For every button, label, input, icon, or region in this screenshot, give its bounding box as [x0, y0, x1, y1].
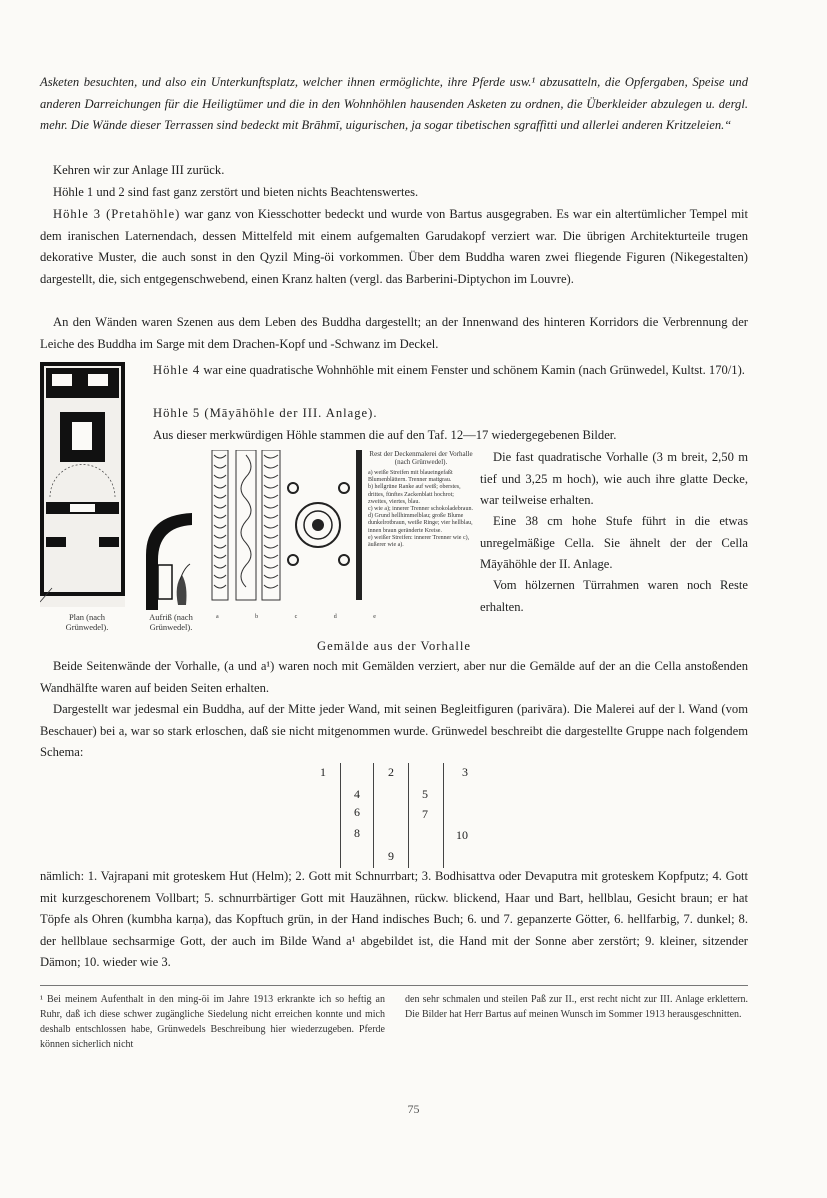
schema-diagram — [306, 763, 506, 868]
legend-a: a) weiße Streifen mit blaueingefaßt Blumenblättern. Trenner mattgrau. — [368, 470, 453, 484]
page-number: 75 — [407, 1102, 420, 1116]
schema-8: 8 — [354, 826, 360, 840]
paragraph-dargestellt: Dargestellt war jedesmal ein Buddha, auf der Mitte jeder Wand, mit seinen Begleitfiguren (parivāra). Die Malerei auf der l. Wand (vom Beschauer) bei a, war so stark erloschen, daß sie nicht mitgenommen wurde. Grünwedel beschreibt die dargestellte Gruppe nach folgendem Schema: — [40, 702, 748, 759]
paragraph-hoehle-3 — [40, 204, 748, 290]
letter-c: c — [294, 614, 298, 620]
schema-3: 3 — [462, 765, 468, 779]
paragraph-tuerrahmen: Vom hölzernen Türrahmen waren noch Reste erhalten. — [480, 578, 748, 614]
letter-d: d — [333, 614, 337, 620]
schema-5: 5 — [422, 787, 428, 801]
footnote-divider — [40, 985, 748, 986]
letter-a: a — [216, 614, 219, 620]
hoehle-5-heading: Höhle 5 (Māyāhöhle der III. Anlage). — [153, 406, 378, 420]
intro-paragraph: Asketen besuchten, und also ein Unterkunftsplatz, welcher ihnen ermöglichte, ihre Pferde usw.¹ abzusatteln, die Opfergaben, Speise und anderen Darreichungen für die Heiligtümer und die in den Wohnhöhlen hausenden Asketen zu ordnen, die Überkleider abzulegen u. dergl. mehr. Die Wände dieser Terrassen sind bedeckt mit Brāhmī, uigurischen, ja sogar tibetischen sgraffitti und allerlei anderen Kritzeleien.“ — [40, 75, 748, 132]
letter-e: e — [373, 614, 376, 620]
schema-2: 2 — [388, 765, 394, 779]
schema-1: 1 — [320, 765, 326, 779]
paragraph-seitenwaende: Beide Seitenwände der Vorhalle, (a und a¹) waren noch mit Gemälden verziert, aber nur die Gemälde auf der an die Cella anstoßenden Wandhälfte waren auf beiden Seiten erhalten. — [40, 659, 748, 695]
footnote-left: ¹ Bei meinem Aufenthalt in den ming-öi im Jahre 1913 erkrankte ich so heftig an Ruhr, daß ich diese schwer zugängliche Siedelung nicht erreichen konnte und mich deshalb entschlossen habe, Grünwedels Beschreibung hier wiederzugeben. Pferde können sicherlich nicht — [40, 994, 385, 1050]
schema-7: 7 — [422, 807, 428, 821]
hoehle-3-heading: Höhle 3 (Pretahöhle) — [53, 207, 181, 221]
plan-caption: Plan (nach Grünwedel). — [65, 612, 109, 632]
ornament-painting — [206, 450, 366, 618]
legend-b: b) hellgrüne Ranke auf weiß; oberstes, drittes, fünftes Zackenblatt hochrot; zweites, viertes, blau. — [368, 484, 461, 505]
paragraph-hoehle-4 — [140, 360, 748, 382]
paragraph-anlage-iii: Kehren wir zur Anlage III zurück. — [53, 163, 225, 177]
aufriss-caption: Aufriß (nach Grünwedel). — [149, 612, 193, 632]
paragraph-waende: An den Wänden waren Szenen aus dem Leben des Buddha dargestellt; an der Innenwand des hinteren Korridors die Verbrennung der Leiche des Buddha im Sarge mit dem Drachen-Kopf und -Schwanz im Deckel. — [40, 315, 748, 351]
paragraph-taf: Aus dieser merkwürdigen Höhle stammen die auf den Taf. 12—17 wiedergegebenen Bilder. — [153, 428, 617, 442]
legend-title: Rest der Deckenmalerei der Vorhalle (nach Grünwedel). — [369, 450, 473, 466]
paragraph-hoehle-1-2: Höhle 1 und 2 sind fast ganz zerstört und bieten nichts Beachtenswertes. — [53, 185, 419, 199]
legend-c: c) wie a); innerer Trenner schokoladebraun. — [368, 506, 473, 513]
ornament-letters — [216, 614, 376, 621]
figure-caption: Gemälde aus der Vorhalle — [317, 639, 471, 653]
paragraph-stufe: Eine 38 cm hohe Stufe führt in die etwas unregelmäßige Cella. Sie ähnelt der der Cella Māyāhöhle der II. Anlage. — [480, 514, 748, 571]
schema-9: 9 — [388, 849, 394, 863]
hoehle-3-text: war ganz von Kiesschotter bedeckt und wurde von Bartus ausgegraben. Es war ein altertümlicher Tempel mit dem iranischen Laternendach, dessen Mittelfeld mit einem aufgemalten Garudakopf verziert war. Die übrigen Architekturteile trugen dekorative Muster, die auch sonst in den Qyzil Ming-öi vorkommen. Über dem Buddha waren zwei fliegende Figuren (Nikegestalten) dargestellt, die, sich entgegenschwebend, einen Kranz halten (vergl. das Barberini-Diptychon im Louvre). — [40, 207, 748, 286]
paragraph-naemlich: nämlich: 1. Vajrapani mit groteskem Hut (Helm); 2. Gott mit Schnurrbart; 3. Bodhisattva oder Devaputra mit groteskem Kopfputz; 4. Gott mit kurzgeschorenem Vollbart; 5. schnurrbärtiger Gott mit Hauzähnen, rückw. blickend, Haar und Bart, hellblau, Gesicht braun; er hat Töpfe als Ohren (kumbha karṇa), das Kopftuch grün, in der Hand indisches Buch; 6. und 7. gepanzerte Götter, 6. hellfarbig, 7. dunkel; 8. der hellblaue sechsarmige Gott, der auch im Bilde Wand a¹ abgebildet ist, die Hand mit der Sonne aber zerstört; 9. kleiner, sitzender Dämon; 10. wieder wie 3. — [40, 869, 748, 969]
legend-d: d) Grund hellhimmelblau; große Blume dunkelrotbraun, weiße Ringe; vier hellblau, innen braun geränderte Kreise. — [368, 513, 473, 534]
letter-b: b — [255, 614, 259, 620]
hoehle-4-text: war eine quadratische Wohnhöhle mit einem Fenster und schönem Kamin (nach Grünwedel, Kultst. 170/1). — [200, 363, 745, 377]
paragraph-vorhalle: Die fast quadratische Vorhalle (3 m breit, 2,50 m tief und 3,25 m hoch), wie auch ihre glatte Decke, war teilweise erhalten. — [480, 450, 748, 507]
schema-6: 6 — [354, 805, 360, 819]
legend-e: e) weißer Streifen: innerer Trenner wie c), äußerer wie a). — [368, 534, 470, 549]
hoehle-4-heading: Höhle 4 — [153, 363, 201, 377]
ornament-legend — [368, 450, 474, 549]
schema-10: 10 — [456, 828, 468, 842]
aufriss-figure — [142, 505, 202, 615]
footnote-right: den sehr schmalen und steilen Paß zur II., erst recht nicht zur III. Anlage erklettern. Die Bilder hat Herr Bartus auf meinen Wunsch im Sommer 1913 herausgeschnitten. — [405, 994, 748, 1020]
schema-4: 4 — [354, 787, 360, 801]
plan-figure — [40, 362, 125, 612]
